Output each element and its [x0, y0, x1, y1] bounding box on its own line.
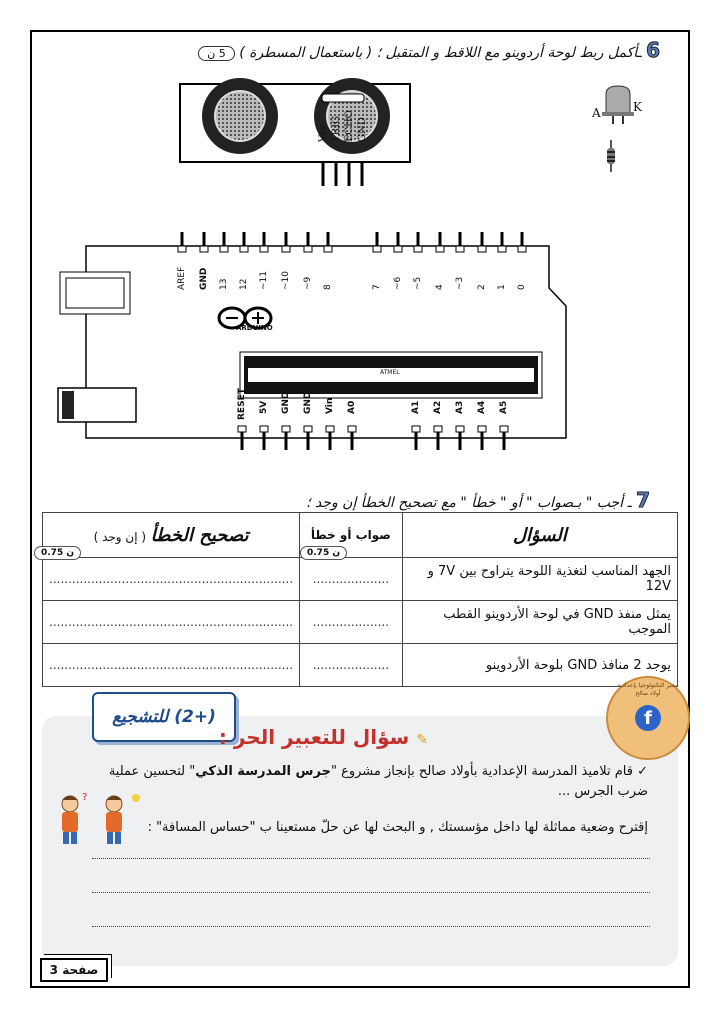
project-name: جرس المدرسة الذكي: [195, 764, 331, 779]
points-badge-answer: 0.75 ن: [300, 546, 347, 560]
row-3-answer[interactable]: ....................: [300, 644, 403, 687]
top-header-socket: [282, 246, 290, 252]
row-2-answer[interactable]: ....................: [300, 601, 403, 644]
led-anode-label: A: [592, 106, 601, 120]
bottom-header-socket: [478, 426, 486, 432]
thinking-kids-illustration: [54, 790, 150, 848]
top-header-socket: [436, 246, 444, 252]
paragraph-part-1: قام تلاميذ المدرسة الإعدادية بأولاد صالح بإنجاز مشروع ": [330, 764, 633, 779]
bottom-pin-label: A4: [477, 400, 487, 414]
row-2-correction[interactable]: ................................................................: [43, 601, 300, 644]
top-pin-label: 8: [323, 284, 333, 290]
page-number: صفحة 3: [40, 958, 108, 982]
bottom-header-socket: [500, 426, 508, 432]
table-row: [43, 644, 678, 687]
row-2-question: يمثل منفذ GND في لوحة الأردوينو القطب الموجب: [402, 601, 677, 644]
question-6-header: [198, 38, 660, 62]
svg-text:?: ?: [82, 792, 88, 803]
sensor-pin-gnd: GND: [357, 117, 368, 142]
free-question-title-text: سؤال للتعبير الحر :: [218, 725, 410, 749]
bottom-pin-label: GND: [281, 391, 291, 414]
header-correction-title: تصحيح الخطأ: [150, 524, 249, 546]
top-header-socket: [518, 246, 526, 252]
sensor-pin-trig: TRIG: [331, 115, 342, 142]
arduino-chip-label: ATMEL: [380, 369, 400, 376]
bottom-header-socket: [348, 426, 356, 432]
top-pin-label: ~6: [393, 276, 403, 290]
question-6-number: 6: [646, 38, 660, 62]
free-question-paragraph: [88, 762, 648, 802]
bottom-header-socket: [304, 426, 312, 432]
free-question-title: [219, 725, 428, 749]
bonus-label: (+2) للتشجيع: [112, 707, 216, 727]
top-pin-label: 7: [372, 284, 382, 290]
header-answer: صواب أو خطأ: [300, 513, 403, 558]
row-3-question: يوجد 2 منافذ GND بلوحة الأردوينو: [402, 644, 677, 687]
question-7-number: 7: [636, 488, 650, 512]
sensor-pin-labels: [318, 110, 380, 160]
paragraph-part-2: " لتحسين عملية ضرب الجرس ...: [108, 764, 648, 799]
bottom-pin-label: A5: [499, 400, 509, 414]
bottom-pin-label: A0: [347, 400, 357, 414]
bottom-header-socket: [282, 426, 290, 432]
top-header-socket: [414, 246, 422, 252]
bottom-header-socket: [260, 426, 268, 432]
bottom-pin-label: A2: [433, 400, 443, 414]
row-3-correction[interactable]: ................................................................: [43, 644, 300, 687]
points-badge-correction: 0.75 ن: [34, 546, 81, 560]
header-correction-note: ( إن وجد ): [93, 529, 147, 544]
ultrasonic-sensor: [170, 78, 420, 190]
question-6-note: ( باستعمال المسطرة ): [239, 45, 373, 61]
check-icon: ✓: [632, 764, 648, 779]
top-pin-label: GND: [199, 267, 209, 290]
answer-line-1[interactable]: [92, 858, 650, 859]
top-header-socket: [373, 246, 381, 252]
top-header-socket: [178, 246, 186, 252]
table-row: [43, 558, 678, 601]
top-pin-label: AREF: [177, 266, 187, 290]
question-6-text: ـأكمل ربط لوحة أردوينو مع اللاقط و المتقبل ؛: [376, 45, 642, 61]
question-7-header: [306, 488, 650, 512]
question-6-points: 5 ن: [198, 46, 235, 61]
bottom-pin-label: GND: [303, 391, 313, 414]
top-pin-label: ~10: [281, 271, 291, 290]
top-header-socket: [478, 246, 486, 252]
led-cathode-label: K: [633, 100, 642, 114]
sensor-pin-echo: ECHO: [344, 110, 355, 142]
bottom-pin-label: A3: [455, 400, 465, 414]
top-pin-label: ~9: [303, 276, 313, 290]
top-pin-label: 2: [477, 284, 487, 290]
top-pin-label: ~3: [455, 276, 465, 290]
row-1-answer[interactable]: ....................: [300, 558, 403, 601]
question-7-text: ـ أجب " بـصواب " أو " خطأ " مع تصحيح الخطأ إن وجد ؛: [306, 495, 632, 511]
lab-logo: [606, 676, 690, 760]
bottom-header-socket: [238, 426, 246, 432]
answer-line-2[interactable]: [92, 892, 650, 893]
top-pin-label: 1: [497, 284, 507, 290]
top-header-socket: [220, 246, 228, 252]
top-header-socket: [456, 246, 464, 252]
top-pin-label: 12: [239, 278, 249, 290]
facebook-icon: f: [635, 705, 661, 731]
arduino-brand-label: ARDUINO: [236, 324, 273, 332]
bonus-scroll: [92, 692, 236, 742]
top-header-socket: [240, 246, 248, 252]
top-header-socket: [324, 246, 332, 252]
top-header-socket: [260, 246, 268, 252]
row-1-question: الجهد المناسب لتغذية اللوحة يتراوح بين 7V و 12V: [402, 558, 677, 601]
header-question: السؤال: [402, 513, 677, 558]
sensor-pin-vcc: Vcc: [318, 123, 329, 142]
lab-logo-text: مخبر التكنولوجيا بإعدادية أولاد صالح: [617, 682, 679, 697]
header-correction: [43, 513, 300, 558]
top-pin-label: 4: [435, 284, 445, 290]
table-header-row: [43, 513, 678, 558]
free-question-prompt: إقترح وضعية مماثلة لها داخل مؤسستك , و البحث لها عن حلّ مستعينا ب "حساس المسافة" :: [147, 820, 648, 835]
top-header-socket: [498, 246, 506, 252]
top-header-socket: [394, 246, 402, 252]
true-false-table: [42, 512, 678, 687]
bottom-pin-label: RESET: [237, 388, 247, 420]
pencil-icon: ✎: [416, 732, 428, 748]
top-pin-label: 13: [219, 278, 229, 290]
bottom-pin-label: A1: [411, 400, 421, 414]
top-header-socket: [200, 246, 208, 252]
top-pin-label: ~11: [259, 271, 269, 290]
top-header-socket: [304, 246, 312, 252]
bottom-header-socket: [326, 426, 334, 432]
bottom-header-socket: [412, 426, 420, 432]
top-pin-label: 0: [517, 284, 527, 290]
bottom-header-socket: [456, 426, 464, 432]
row-1-correction[interactable]: ................................................................: [43, 558, 300, 601]
resistor-icon: [605, 140, 617, 172]
answer-line-3[interactable]: [92, 926, 650, 927]
table-row: [43, 601, 678, 644]
bottom-pin-label: Vin: [325, 397, 335, 414]
bottom-header-socket: [434, 426, 442, 432]
arduino-board: [54, 228, 574, 454]
bottom-pin-label: 5V: [259, 400, 269, 414]
top-pin-label: ~5: [413, 276, 423, 290]
